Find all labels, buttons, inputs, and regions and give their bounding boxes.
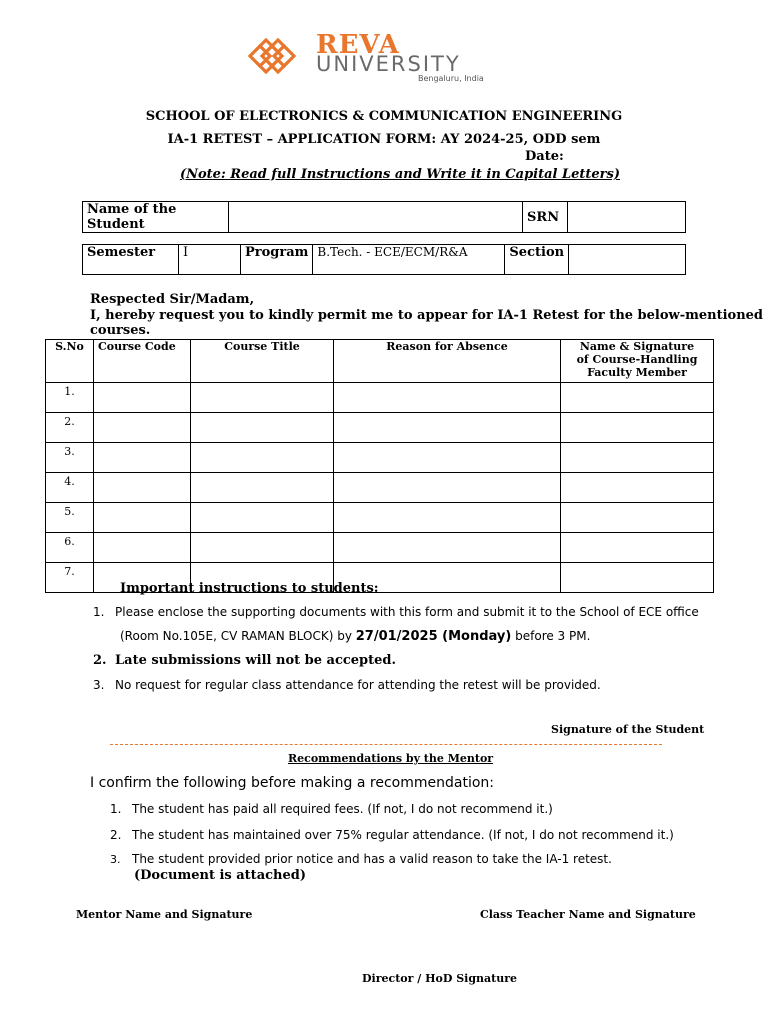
faculty-cell[interactable] xyxy=(561,503,714,533)
form-title: IA-1 RETEST – APPLICATION FORM: AY 2024-25, ODD sem xyxy=(167,132,601,147)
row-number: 5. xyxy=(46,503,94,533)
instruction-1-number: 1. xyxy=(93,605,105,619)
course-title-cell[interactable] xyxy=(191,503,334,533)
srn-field[interactable] xyxy=(568,202,686,233)
mentor-1-text: The student has paid all required fees. (If not, I do not recommend it.) xyxy=(132,802,553,816)
student-info-row xyxy=(82,201,686,233)
faculty-cell[interactable] xyxy=(561,473,714,503)
mentor-item-3-note: (Document is attached) xyxy=(134,868,306,883)
faculty-cell[interactable] xyxy=(561,413,714,443)
instruction-item-1-cont xyxy=(120,629,590,644)
student-name-field[interactable] xyxy=(229,202,523,233)
mentor-2-text: The student has maintained over 75% regular attendance. (If not, I do not recommend it.) xyxy=(132,828,674,842)
course-title-cell[interactable] xyxy=(191,533,334,563)
col-course-code: Course Code xyxy=(94,340,191,383)
row-number: 2. xyxy=(46,413,94,443)
row-number: 3. xyxy=(46,443,94,473)
col-reason: Reason for Absence xyxy=(334,340,561,383)
reason-cell[interactable] xyxy=(334,413,561,443)
program-field[interactable]: B.Tech. - ECE/ECM/R&A xyxy=(313,245,505,275)
course-code-cell[interactable] xyxy=(94,443,191,473)
col-sno: S.No xyxy=(46,340,94,383)
mentor-3-number: 3. xyxy=(110,853,121,866)
student-name-label: Name of the Student xyxy=(83,202,229,233)
instruction-item-1 xyxy=(93,605,699,619)
instruction-3-number: 3. xyxy=(93,678,105,692)
col-faculty-line-3: Faculty Member xyxy=(587,366,687,379)
reason-cell[interactable] xyxy=(334,383,561,413)
table-header-row xyxy=(46,340,714,383)
course-table xyxy=(45,339,714,593)
course-code-cell[interactable] xyxy=(94,503,191,533)
reason-cell[interactable] xyxy=(334,443,561,473)
cut-line-divider xyxy=(110,744,662,745)
mentor-item-2 xyxy=(110,828,674,842)
course-title-cell[interactable] xyxy=(191,383,334,413)
faculty-cell[interactable] xyxy=(561,443,714,473)
student-signature-label: Signature of the Student xyxy=(551,723,705,736)
mentor-3-text: The student provided prior notice and has a valid reason to take the IA-1 retest. xyxy=(132,852,612,866)
mentor-confirm: I confirm the following before making a recommendation: xyxy=(90,775,494,791)
course-code-cell[interactable] xyxy=(94,533,191,563)
instruction-1-deadline: 27/01/2025 (Monday) xyxy=(355,629,512,644)
mentor-item-1 xyxy=(110,802,553,816)
row-number: 1. xyxy=(46,383,94,413)
row-number: 4. xyxy=(46,473,94,503)
course-title-cell[interactable] xyxy=(191,413,334,443)
reva-logo xyxy=(246,36,316,76)
mentor-1-number: 1. xyxy=(110,802,122,816)
section-label: Section xyxy=(505,245,569,275)
table-row xyxy=(46,413,714,443)
semester-label: Semester xyxy=(83,245,179,275)
reva-lattice-logo-icon xyxy=(246,36,302,76)
faculty-cell[interactable] xyxy=(561,383,714,413)
course-code-cell[interactable] xyxy=(94,473,191,503)
reason-cell[interactable] xyxy=(334,473,561,503)
row-number: 6. xyxy=(46,533,94,563)
salutation: Respected Sir/Madam, xyxy=(90,292,255,307)
request-line-2: courses. xyxy=(90,323,151,338)
faculty-cell[interactable] xyxy=(561,563,714,593)
mentor-item-3 xyxy=(110,852,612,866)
col-course-title: Course Title xyxy=(191,340,334,383)
course-title-cell[interactable] xyxy=(191,443,334,473)
instruction-item-3 xyxy=(93,678,601,692)
instruction-item-2 xyxy=(93,653,396,668)
section-field[interactable] xyxy=(569,245,686,275)
srn-label: SRN xyxy=(523,202,568,233)
table-row xyxy=(46,443,714,473)
reason-cell[interactable] xyxy=(334,503,561,533)
director-signature-label: Director / HoD Signature xyxy=(362,972,518,985)
mentor-signature-label: Mentor Name and Signature xyxy=(76,908,253,921)
school-title: SCHOOL OF ELECTRONICS & COMMUNICATION ENGINEERING xyxy=(145,109,623,124)
class-teacher-signature-label: Class Teacher Name and Signature xyxy=(480,908,696,921)
table-row xyxy=(46,473,714,503)
semester-field[interactable]: I xyxy=(179,245,241,275)
program-info-row xyxy=(82,244,686,275)
course-title-cell[interactable] xyxy=(191,473,334,503)
request-line-1: I, hereby request you to kindly permit me to appear for IA-1 Retest for the below-mentioned xyxy=(90,308,764,323)
instruction-1-time: before 3 PM. xyxy=(515,629,591,643)
mentor-2-number: 2. xyxy=(110,828,122,842)
row-number: 7. xyxy=(46,563,94,593)
instruction-1-text: Please enclose the supporting documents with this form and submit it to the School of ECE office xyxy=(115,605,699,619)
logo-name: REVA xyxy=(316,30,400,60)
reason-cell[interactable] xyxy=(334,533,561,563)
instruction-2-text: Late submissions will not be accepted. xyxy=(115,653,397,668)
instructions-heading: Important instructions to students: xyxy=(120,581,379,596)
logo-location: Bengaluru, India xyxy=(418,74,484,83)
instruction-2-number: 2. xyxy=(93,653,107,668)
course-code-cell[interactable] xyxy=(94,413,191,443)
table-row xyxy=(46,533,714,563)
course-code-cell[interactable] xyxy=(94,383,191,413)
col-faculty-line-1: Name & Signature xyxy=(579,340,695,353)
instruction-3-text: No request for regular class attendance for attending the retest will be provided. xyxy=(115,678,601,692)
faculty-cell[interactable] xyxy=(561,533,714,563)
col-faculty-line-2: of Course-Handling xyxy=(576,353,698,366)
mentor-heading: Recommendations by the Mentor xyxy=(288,752,494,765)
table-row xyxy=(46,503,714,533)
logo-subtitle: UNIVERSITY xyxy=(316,52,461,76)
table-row xyxy=(46,383,714,413)
instruction-note: (Note: Read full Instructions and Write it in Capital Letters) xyxy=(179,167,621,182)
col-faculty xyxy=(561,340,714,383)
date-label: Date: xyxy=(525,149,564,164)
program-label: Program xyxy=(241,245,313,275)
instruction-1-room: (Room No.105E, CV RAMAN BLOCK) by xyxy=(120,629,352,643)
